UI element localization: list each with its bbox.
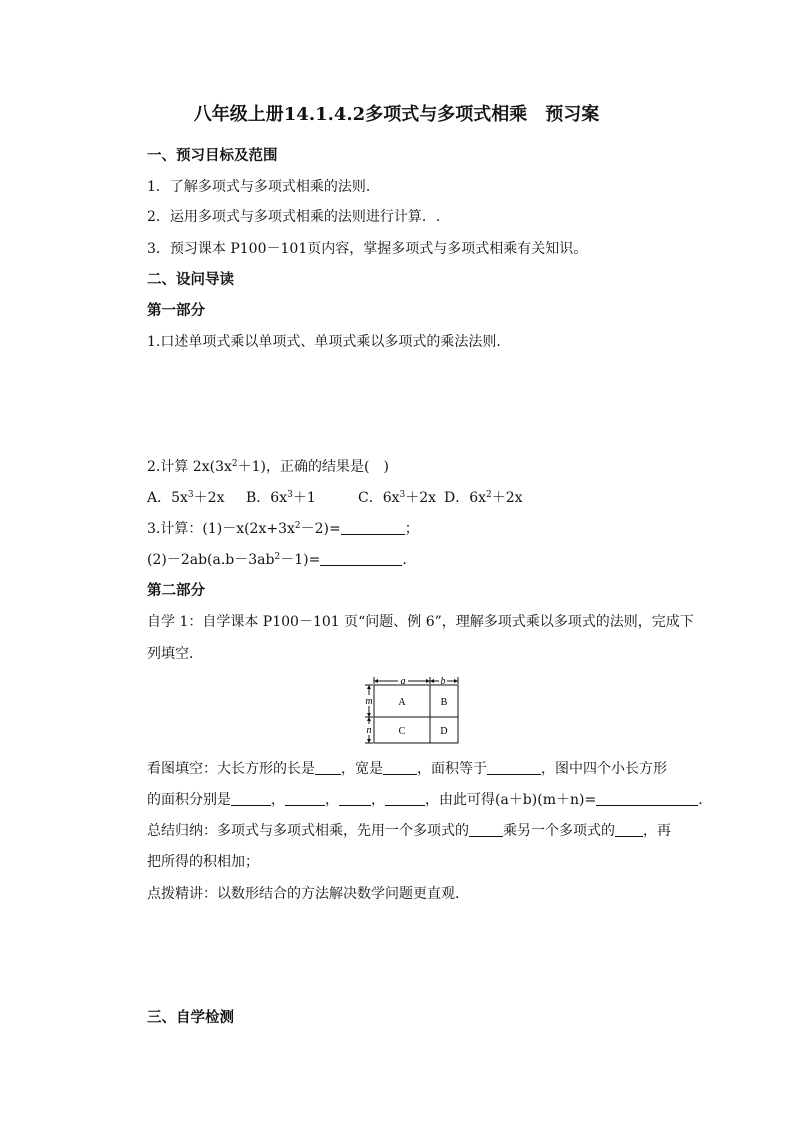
width-blank[interactable] [383, 760, 417, 775]
fill2-text-b: ，由此可得(a＋b)(m＋n)= [425, 792, 597, 808]
fill2-sep-1: ， [271, 792, 285, 808]
question-3-part-2 [147, 551, 407, 569]
section-1-heading: 一、预习目标及范围 [147, 147, 278, 164]
fill2-sep-2: ， [325, 792, 339, 808]
question-1: 1.口述单项式乘以单项式、单项式乘以多项式的乘法法则. [147, 334, 501, 350]
area-model-svg [357, 673, 461, 745]
q3-2-answer-blank[interactable] [320, 551, 402, 566]
fill1-text-d: ，图中四个小长方形 [541, 761, 667, 777]
small-area-blank-4[interactable] [385, 791, 425, 806]
option-c-exponent: 3 [399, 490, 406, 500]
fill-in-line-2 [147, 791, 703, 809]
small-area-blank-3[interactable] [339, 791, 371, 806]
question-2 [147, 458, 389, 476]
fill2-sep-3: ， [371, 792, 385, 808]
label-b: b [440, 676, 446, 687]
option-a-text: A．5x [147, 490, 188, 506]
q3-1-exponent: 2 [294, 521, 301, 531]
section-2-heading: 二、设问导读 [147, 271, 234, 288]
section-3-heading: 三、自学检测 [147, 1009, 234, 1026]
self-study-line-1: 自学 1：自学课本 P100－101 页“问题、例 6”，理解多项式乘以多项式的法则，完成下 [147, 614, 694, 630]
q3-1-end: ； [404, 521, 419, 537]
area-model-figure [357, 673, 461, 745]
option-b-tail: ＋1 [292, 490, 316, 506]
q3-2-prefix: (2)－2ab(a [147, 552, 221, 568]
q3-1-prefix: 3.计算：(1)－x(2x [147, 521, 267, 537]
q3-2-suffix: －1)= [280, 552, 321, 568]
summary1-text-c: ，再 [643, 823, 671, 839]
summary-line-2: 把所得的积相加； [147, 854, 259, 870]
q3-1-mid: +3x [266, 521, 295, 537]
option-a [147, 489, 224, 507]
page-title: 八年级上册14.1.4.2多项式与多项式相乘 预习案 [193, 104, 600, 125]
cell-d: D [440, 726, 448, 737]
option-d-exponent: 2 [486, 490, 492, 500]
fill2-end: . [698, 792, 703, 808]
option-a-tail: ＋2x [193, 490, 225, 506]
fill-in-line-1 [147, 760, 667, 778]
small-area-blank-1[interactable] [231, 791, 271, 806]
question-3-part-1 [147, 520, 419, 538]
cell-b: B [440, 697, 448, 708]
small-area-blank-2[interactable] [285, 791, 325, 806]
q2-suffix: ＋1)，正确的结果是( ) [237, 459, 389, 475]
option-c-tail: ＋2x [405, 490, 437, 506]
area-blank[interactable] [487, 760, 541, 775]
label-n: n [366, 725, 372, 736]
cell-c: C [398, 726, 406, 737]
summary1-text-b: 乘另一个多项式的 [503, 823, 615, 839]
part-1-heading: 第一部分 [147, 302, 205, 319]
label-m: m [365, 696, 373, 707]
objective-item-3: 3．预习课本 P100－101页内容，掌握多项式与多项式相乘有关知识。 [147, 241, 588, 257]
q3-2-exponent: 2 [274, 552, 281, 562]
q3-2-end: . [402, 552, 407, 568]
fill2-text-a: 的面积分别是 [147, 792, 231, 808]
option-d-tail: ＋2x [491, 490, 523, 506]
tip-line: 点拨精讲：以数形结合的方法解决数学问题更直观． [147, 886, 469, 902]
product-blank[interactable] [596, 791, 698, 806]
summary-blank-1[interactable] [469, 822, 503, 837]
q3-2-mid: .b－3ab [220, 552, 275, 568]
self-study-line-2: 列填空． [147, 646, 203, 662]
fill1-text-a: 看图填空：大长方形的长是 [147, 761, 315, 777]
objective-item-1: 1．了解多项式与多项式相乘的法则． [147, 179, 380, 195]
option-d-text: D．6x [444, 490, 487, 506]
fill1-text-c: ，面积等于 [417, 761, 487, 777]
part-2-heading: 第二部分 [147, 582, 205, 599]
option-c-text: C．6x [358, 490, 400, 506]
q3-1-answer-blank[interactable] [341, 520, 405, 535]
cell-a: A [398, 697, 406, 708]
summary-line-1 [147, 822, 671, 840]
fill1-text-b: ，宽是 [341, 761, 383, 777]
option-a-exponent: 3 [187, 490, 194, 500]
option-b [246, 489, 316, 507]
label-a: a [400, 676, 406, 687]
summary1-text-a: 总结归纳：多项式与多项式相乘，先用一个多项式的 [147, 823, 469, 839]
q2-prefix: 2.计算 2x(3x [147, 459, 232, 475]
summary-blank-2[interactable] [615, 822, 643, 837]
option-b-text: B．6x [246, 490, 288, 506]
option-c [358, 489, 436, 507]
objective-item-2: 2．运用多项式与多项式相乘的法则进行计算．. [147, 209, 441, 225]
length-blank[interactable] [315, 760, 341, 775]
q3-1-suffix: －2)= [300, 521, 341, 537]
q2-exponent: 2 [231, 459, 238, 469]
option-d [444, 489, 523, 507]
option-b-exponent: 3 [287, 490, 293, 500]
